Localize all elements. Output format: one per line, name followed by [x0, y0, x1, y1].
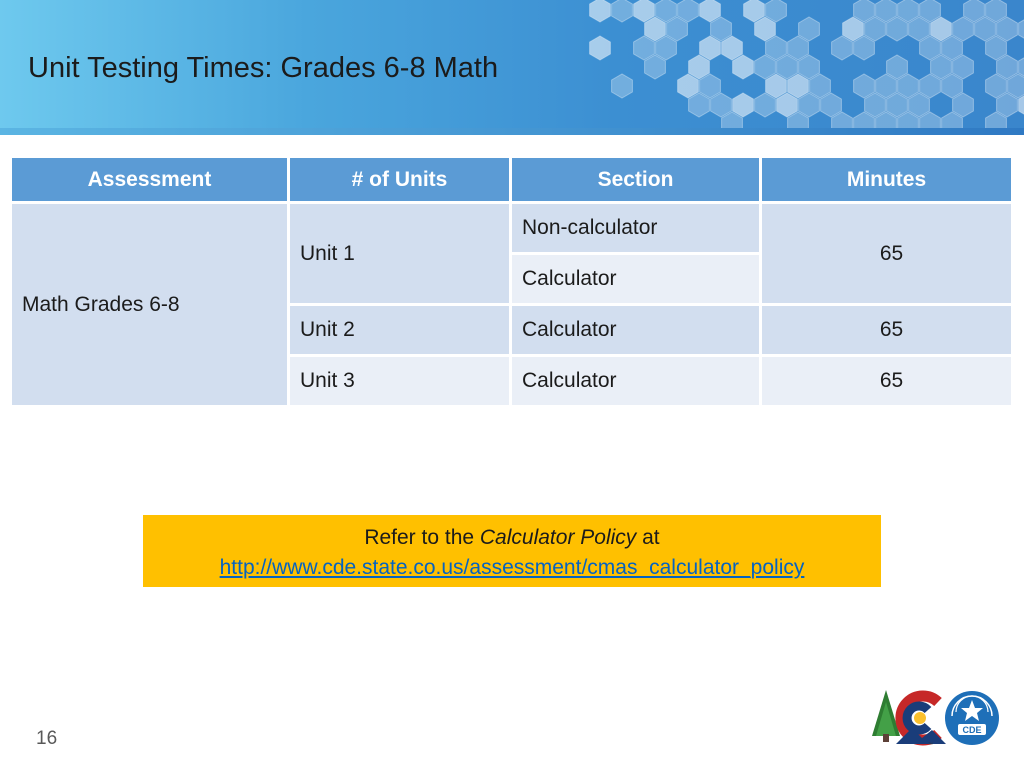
hexagon-shape — [788, 74, 809, 98]
hexagon-shape — [997, 17, 1018, 41]
hexagon-shape — [920, 36, 941, 60]
section-cell: Calculator — [512, 357, 762, 408]
calculator-policy-callout — [143, 515, 881, 587]
hexagon-shape — [975, 17, 996, 41]
hexagon-shape — [898, 74, 919, 98]
hexagon-shape — [722, 36, 743, 60]
hexagon-shape — [590, 36, 611, 60]
hexagon-shape — [843, 17, 864, 41]
hexagon-shape — [953, 55, 974, 79]
unit-cell: Unit 3 — [290, 357, 512, 408]
hexagon-shape — [865, 17, 886, 41]
hexagon-shape — [810, 74, 831, 98]
page-number: 16 — [36, 728, 58, 749]
hexagon-shape — [854, 36, 875, 60]
hexagon-shape — [997, 55, 1018, 79]
header-section: Section — [512, 158, 762, 204]
hexagon-shape — [821, 93, 842, 117]
hexagon-shape — [678, 74, 699, 98]
hexagon-shape — [645, 17, 666, 41]
assessment-cell: Math Grades 6-8 — [12, 204, 290, 408]
hexagon-shape — [711, 93, 732, 117]
unit-cell: Unit 2 — [290, 306, 512, 357]
header-units: # of Units — [290, 158, 512, 204]
hexagon-shape — [909, 93, 930, 117]
hexagon-shape — [876, 74, 897, 98]
table-header-row — [12, 158, 1011, 204]
hexagon-shape — [612, 0, 633, 22]
hexagon-shape — [777, 55, 798, 79]
hexagon-shape — [799, 55, 820, 79]
callout-prefix: Refer to the — [364, 526, 480, 549]
hexagon-shape — [854, 74, 875, 98]
unit-cell: Unit 1 — [290, 204, 512, 306]
table-row — [12, 204, 1011, 255]
hexagon-shape — [953, 17, 974, 41]
header-minutes: Minutes — [762, 158, 1011, 204]
minutes-cell: 65 — [762, 204, 1011, 306]
hexagon-shape — [942, 36, 963, 60]
cde-logo — [945, 691, 999, 745]
hexagon-shape — [733, 93, 754, 117]
hexagon-shape — [689, 93, 710, 117]
section-cell: Calculator — [512, 255, 762, 306]
colorado-logo — [872, 690, 946, 748]
hexagon-shape — [788, 36, 809, 60]
hexagon-shape — [942, 74, 963, 98]
hexagon-shape — [920, 74, 941, 98]
hexagon-shape — [766, 36, 787, 60]
hexagon-shape — [590, 0, 611, 22]
header-assessment: Assessment — [12, 158, 290, 204]
minutes-cell: 65 — [762, 357, 1011, 408]
hexagon-shape — [656, 36, 677, 60]
slide-title: Unit Testing Times: Grades 6-8 Math — [28, 52, 499, 84]
cde-logo-text: CDE — [962, 725, 982, 735]
hexagon-shape — [997, 93, 1018, 117]
banner-divider — [0, 128, 1024, 135]
hexagon-shape — [755, 17, 776, 41]
calculator-policy-link[interactable]: http://www.cde.state.co.us/assessment/cmas_calculator_policy — [219, 556, 805, 579]
hexagon-shape — [700, 36, 721, 60]
hexagon-shape — [755, 55, 776, 79]
hexagon-shape — [755, 93, 776, 117]
hexagon-shape — [700, 74, 721, 98]
trademark-mark: ™ — [928, 742, 933, 748]
hexagon-shape — [832, 36, 853, 60]
unit-times-table — [12, 158, 1011, 408]
logo-group — [868, 688, 1008, 755]
hexagon-shape — [799, 17, 820, 41]
hexagon-shape — [612, 74, 633, 98]
callout-suffix: at — [636, 526, 660, 549]
hexagon-shape — [733, 55, 754, 79]
callout-text — [143, 523, 881, 553]
hexagon-shape — [986, 74, 1007, 98]
hexagon-shape — [953, 93, 974, 117]
hexagon-shape — [634, 36, 655, 60]
hexagon-shape — [766, 74, 787, 98]
hexagon-shape — [667, 17, 688, 41]
hexagon-shape — [887, 93, 908, 117]
hexagon-shape — [777, 93, 798, 117]
hexagon-shape — [711, 17, 732, 41]
hexagon-shape — [689, 55, 710, 79]
hexagon-shape — [799, 93, 820, 117]
hexagon-shape — [931, 55, 952, 79]
hexagon-shape — [865, 93, 886, 117]
hexagon-shape — [645, 55, 666, 79]
hexagon-shape — [909, 17, 930, 41]
callout-emphasis: Calculator Policy — [479, 526, 637, 549]
section-cell: Calculator — [512, 306, 762, 357]
minutes-cell: 65 — [762, 306, 1011, 357]
hexagon-shape — [986, 36, 1007, 60]
hexagon-shape — [887, 17, 908, 41]
hexagon-shape — [887, 55, 908, 79]
hexagon-shape — [931, 17, 952, 41]
section-cell: Non-calculator — [512, 204, 762, 255]
hexagon-shape — [1019, 17, 1024, 41]
